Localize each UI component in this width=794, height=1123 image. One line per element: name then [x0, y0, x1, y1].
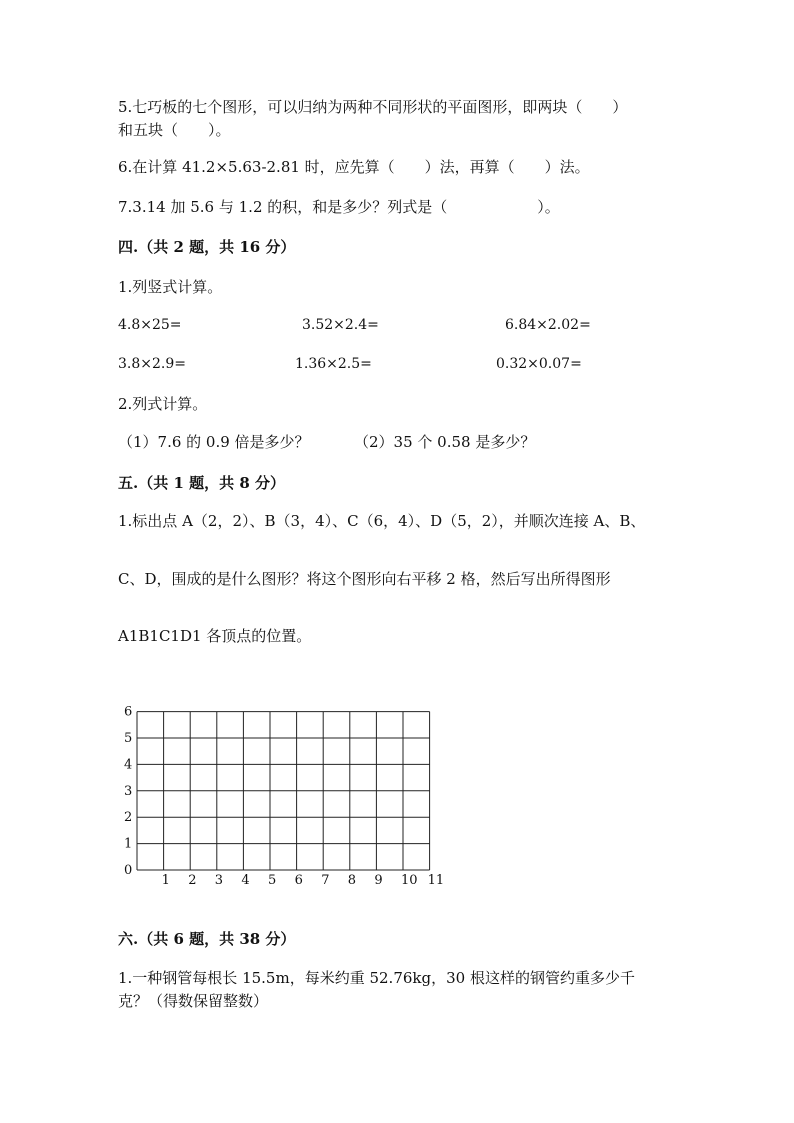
x-tick-label: 3 [214, 873, 224, 888]
calc-item: 6.84×2.02= [505, 317, 591, 333]
y-tick-label: 2 [124, 810, 133, 826]
calc-item: 3.52×2.4= [302, 317, 379, 333]
section-4-q1-title: 1.列竖式计算。 [118, 278, 223, 296]
x-tick-label: 4 [241, 873, 250, 888]
x-tick-label: 6 [294, 873, 303, 888]
x-tick-label: 5 [268, 873, 277, 888]
x-tick-label: 2 [188, 873, 197, 888]
calc-item: 3.8×2.9= [118, 356, 186, 372]
x-tick-label: 11 [427, 873, 445, 888]
section-4-title: 四.（共 2 题，共 16 分） [118, 238, 296, 256]
section-4-q2-title: 2.列式计算。 [118, 395, 208, 413]
y-tick-label: 5 [124, 731, 133, 746]
y-tick-label: 6 [124, 704, 133, 720]
y-tick-label: 0 [124, 863, 133, 878]
question-6: 6.在计算 41.2×5.63-2.81 时，应先算（ ）法，再算（ ）法。 [118, 158, 590, 176]
x-tick-label: 9 [374, 873, 383, 888]
y-tick-label: 3 [124, 783, 133, 799]
section-6-q1-line-1: 1.一种钢管每根长 15.5m，每米约重 52.76kg，30 根这样的钢管约重多少千 [118, 969, 635, 987]
x-tick-label: 10 [401, 873, 418, 888]
x-tick-label: 1 [161, 873, 170, 888]
q2-item-2: （2）35 个 0.58 是多少？ [354, 433, 536, 451]
question-7: 7.3.14 加 5.6 与 1.2 的积，和是多少？列式是（ ）。 [118, 198, 560, 216]
section-5-q1-line-2: C、D，围成的是什么图形？将这个图形向右平移 2 格，然后写出所得图形 [118, 570, 611, 588]
x-axis-labels [162, 873, 445, 888]
x-tick-label: 7 [321, 873, 330, 888]
calc-item: 4.8×25= [118, 317, 182, 333]
section-6-title: 六.（共 6 题，共 38 分） [118, 930, 296, 948]
grid-lines [137, 712, 430, 870]
y-tick-label: 1 [124, 836, 133, 852]
section-5-q1-line-1: 1.标出点 A（2，2）、B（3，4）、C（6，4）、D（5，2），并顺次连接 A、B、 [118, 512, 646, 530]
q5-line-2: 和五块（ ）。 [118, 121, 231, 139]
section-5-title: 五.（共 1 题，共 8 分） [118, 474, 285, 492]
section-6-q1-line-2: 克？（得数保留整数） [118, 992, 269, 1010]
q5-line-1: 5.七巧板的七个图形，可以归纳为两种不同形状的平面图形，即两块（ ） [118, 98, 628, 116]
y-axis-labels [124, 705, 132, 878]
calc-item: 0.32×0.07= [496, 356, 582, 372]
section-5-q1-line-3: A1B1C1D1 各顶点的位置。 [118, 627, 312, 645]
q2-item-1: （1）7.6 的 0.9 倍是多少？ [118, 433, 310, 451]
calc-item: 1.36×2.5= [295, 356, 372, 372]
x-tick-label: 8 [347, 873, 357, 888]
coordinate-grid [115, 700, 445, 890]
y-tick-label: 4 [124, 757, 133, 773]
